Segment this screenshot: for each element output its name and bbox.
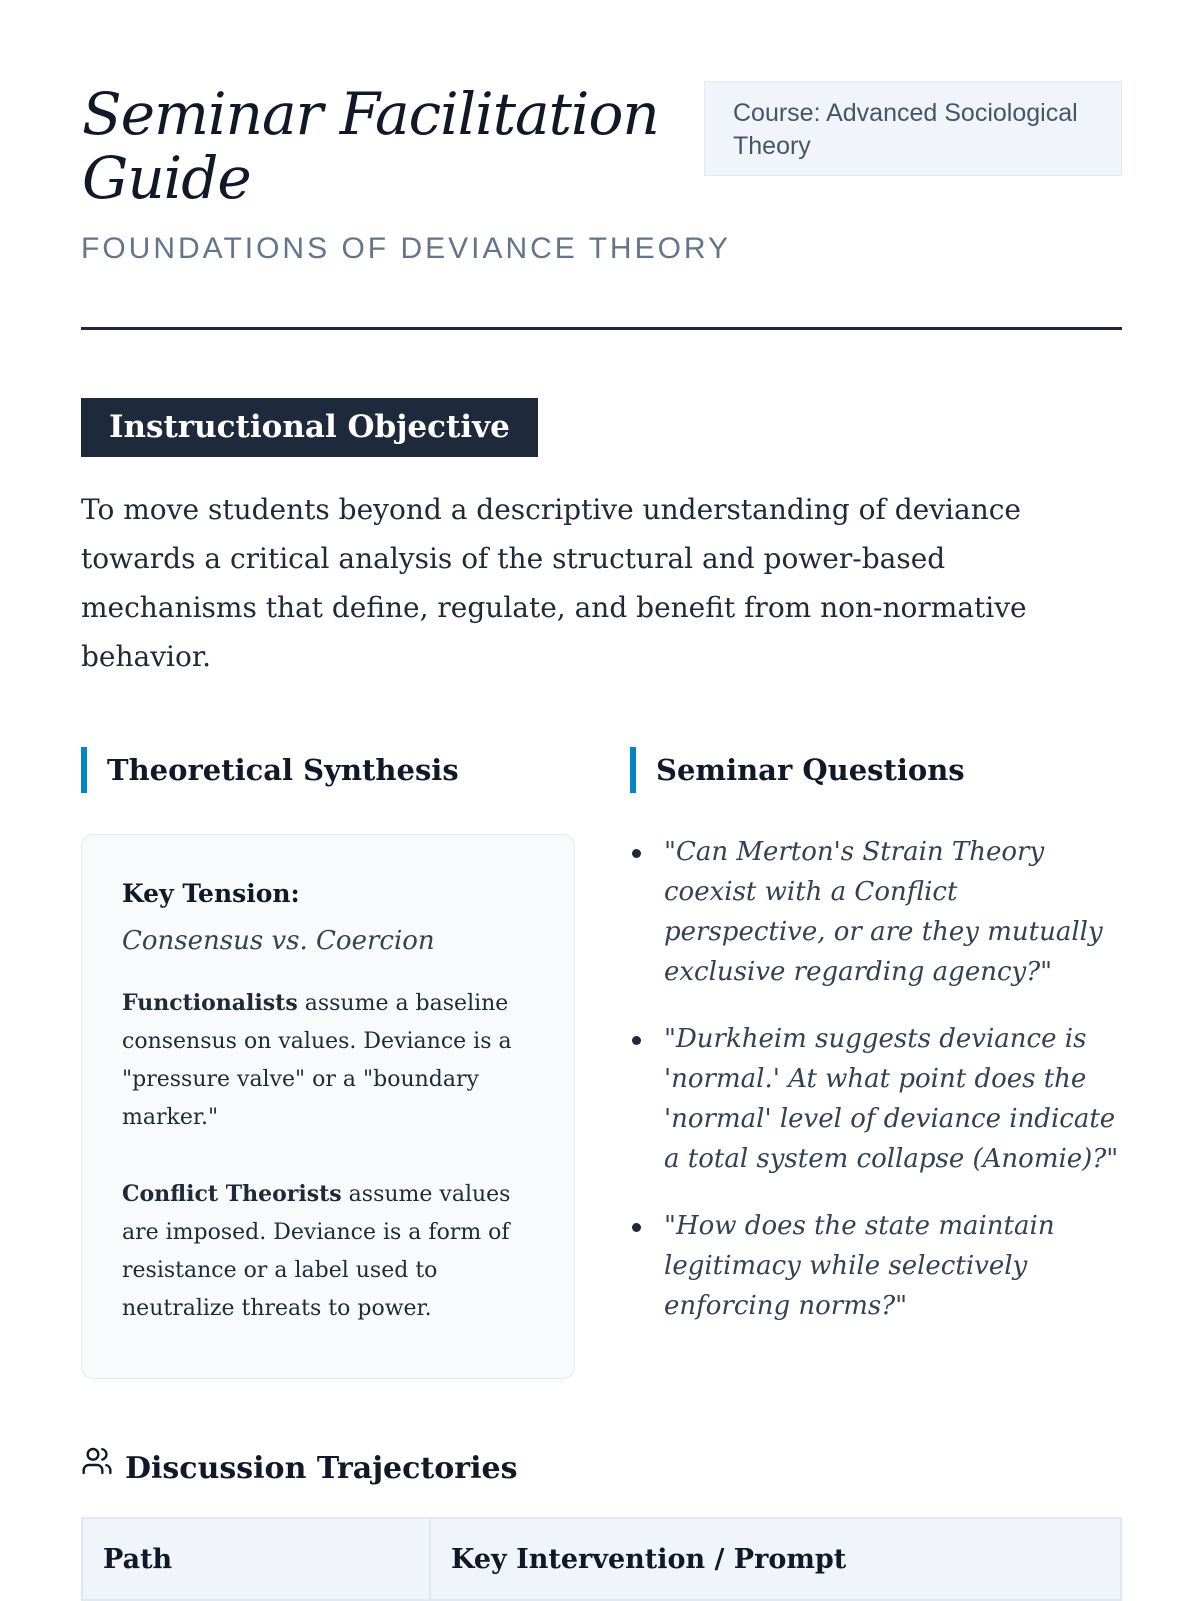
column-header-path: Path <box>82 1518 430 1600</box>
objective-heading: Instructional Objective <box>81 398 538 457</box>
questions-heading: Seminar Questions <box>630 747 965 793</box>
key-tension-label: Key Tension: <box>122 879 300 908</box>
conflict-text: assume values are imposed. Deviance is a form of resistance or a label used to neutralize threats to power. <box>122 1182 511 1321</box>
seminar-questions-list <box>630 832 1120 1353</box>
objective-text: To move students beyond a descriptive understanding of deviance towards a critical analysis of the structural and power-based mechanisms that define, regulate, and benefit from non-normative behavior. <box>81 493 1027 673</box>
users-icon <box>81 1445 113 1490</box>
functionalists-paragraph <box>122 984 534 1137</box>
header-divider <box>81 327 1122 330</box>
functionalists-text: assume a baseline consensus on values. Deviance is a "pressure valve" or a "boundary marker." <box>122 991 512 1130</box>
question-text: "Can Merton's Strain Theory coexist with a Conflict perspective, or are they mutually exclusive regarding agency?" <box>664 837 1103 987</box>
conflict-term: Conflict Theorists <box>122 1181 342 1207</box>
synthesis-card <box>81 834 575 1379</box>
bullet-icon <box>632 849 641 858</box>
bullet-icon <box>632 1223 641 1232</box>
trajectories-heading-label: Discussion Trajectories <box>125 1451 518 1486</box>
course-badge: Course: Advanced Sociological Theory <box>704 81 1122 176</box>
key-tension-value: Consensus vs. Coercion <box>122 926 435 956</box>
functionalists-term: Functionalists <box>122 990 298 1016</box>
list-item <box>630 832 1120 992</box>
trajectories-heading <box>81 1447 517 1491</box>
question-text: "How does the state maintain legitimacy while selectively enforcing norms?" <box>664 1211 1055 1321</box>
synthesis-heading: Theoretical Synthesis <box>81 747 459 793</box>
trajectories-table <box>81 1517 1122 1601</box>
list-item <box>630 1206 1120 1326</box>
list-item <box>630 1019 1120 1179</box>
column-header-intervention: Key Intervention / Prompt <box>430 1518 1121 1600</box>
question-text: "Durkheim suggests deviance is 'normal.' At what point does the 'normal' level of deviance indicate a total system collapse (Anomie)?" <box>664 1024 1119 1174</box>
conflict-paragraph <box>122 1175 534 1328</box>
page-subtitle: FOUNDATIONS OF DEVIANCE THEORY <box>81 232 732 265</box>
page-title: Seminar Facilitation Guide <box>82 80 659 212</box>
bullet-icon <box>632 1036 641 1045</box>
table-header-row <box>82 1518 1121 1600</box>
